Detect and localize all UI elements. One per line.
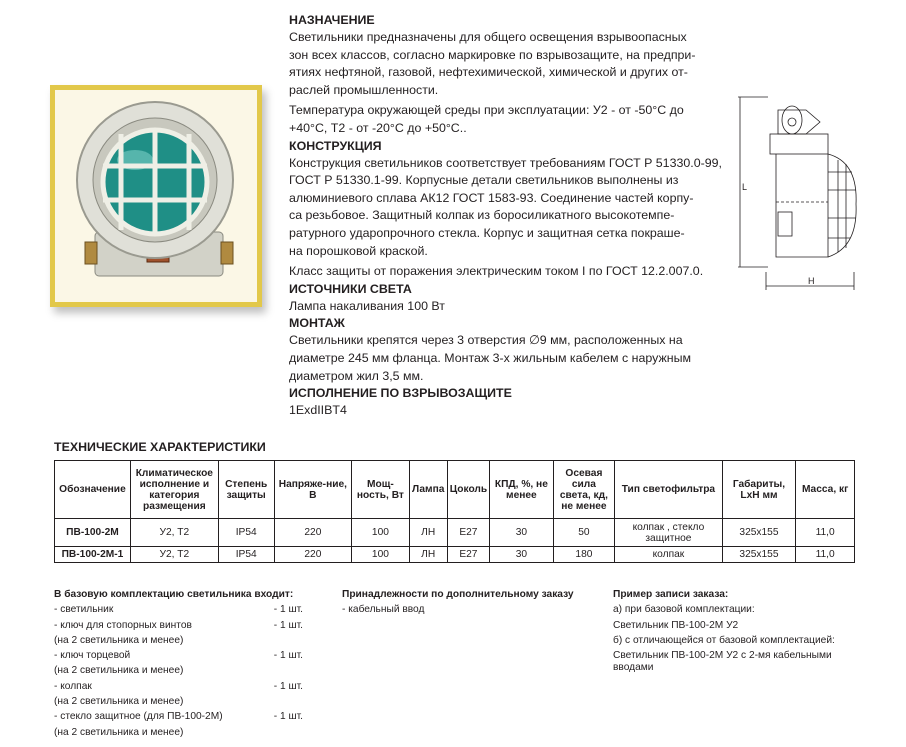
kit-item-qty (303, 663, 309, 678)
order-title: Пример записи заказа: (613, 589, 729, 600)
list-item (54, 602, 309, 617)
table-cell: колпак , стекло защитное (615, 519, 722, 547)
col-header: Масса, кг (796, 461, 855, 519)
purpose-heading: НАЗНАЧЕНИЕ (289, 13, 375, 27)
description (289, 12, 725, 420)
table-cell: ПВ-100-2М-1 (55, 547, 131, 563)
luminaire-illustration (55, 90, 257, 302)
base-kit (54, 587, 309, 740)
col-header: Лампа (409, 461, 447, 519)
kit-item-name: (на 2 светильника и менее) (54, 696, 184, 708)
col-header: Осевая сила света, кд, не менее (553, 461, 615, 519)
kit-item-name: - ключ торцевой (54, 650, 131, 662)
dim-l-label: Н (808, 276, 815, 286)
temp-line: Температура окружающей среды при эксплуатации: У2 - от -50°С до (289, 103, 684, 118)
kit-item-qty: - 1 шт. (273, 680, 303, 692)
design-line: на порошковой краской. (289, 243, 428, 258)
table-cell: IP54 (218, 519, 274, 547)
list-item (54, 694, 309, 709)
table-cell: ЛН (409, 519, 447, 547)
kit-item-name: - стекло защитное (для ПВ-100-2М) (54, 711, 223, 723)
dim-h-label: L (742, 182, 748, 192)
table-cell: 11,0 (796, 547, 855, 563)
temp-line: +40°С, Т2 - от -20°С до +50°С.. (289, 120, 467, 135)
kit-item-qty (303, 633, 309, 648)
kit-item-name: (на 2 светильника и менее) (54, 634, 184, 646)
table-cell: 220 (274, 547, 352, 563)
order-b-label: б) с отличающейся от базовой комплектацией: (613, 634, 835, 646)
table-cell: 100 (352, 519, 410, 547)
order-example (613, 587, 863, 673)
design-line: ГОСТ Р 51330.1-99. Корпусные детали светильников выполнены из (289, 173, 679, 188)
product-photo-frame (50, 85, 262, 307)
design-line: са резьбовое. Защитный колпак из боросиликатного высокотемпе- (289, 208, 675, 223)
col-header: Обозначение (55, 461, 131, 519)
design-heading: КОНСТРУКЦИЯ (289, 138, 382, 153)
purpose-line: раслей промышленности. (289, 82, 439, 97)
col-header: Степень защиты (218, 461, 274, 519)
list-item: - кабельный ввод (342, 604, 425, 616)
table-cell: 100 (352, 547, 410, 563)
table-cell: колпак (615, 547, 722, 563)
table-row (55, 519, 855, 547)
table-cell: 325х155 (722, 547, 796, 563)
list-item (54, 663, 309, 678)
table-cell: 50 (553, 519, 615, 547)
kit-item-qty: - 1 шт. (273, 619, 303, 631)
table-cell: У2, Т2 (130, 519, 218, 547)
col-header: Мощ-ность, Вт (352, 461, 410, 519)
accessories (342, 587, 574, 618)
kit-item-qty (303, 725, 309, 740)
list-item (54, 648, 309, 663)
mount-line: диаметром жил 3,5 мм. (289, 368, 424, 383)
table-cell: 220 (274, 519, 352, 547)
list-item (54, 679, 309, 694)
list-item (54, 709, 309, 724)
purpose-line: Светильники предназначены для общего освещения взрывоопасных (289, 30, 687, 44)
luminaire-side-view (738, 92, 866, 297)
col-header: Напряже-ние, В (274, 461, 352, 519)
kit-item-qty (303, 694, 309, 709)
table-cell: ПВ-100-2М (55, 519, 131, 547)
tech-title: ТЕХНИЧЕСКИЕ ХАРАКТЕРИСТИКИ (54, 440, 266, 454)
table-header-row (55, 461, 855, 519)
table-cell: 11,0 (796, 519, 855, 547)
accessories-title: Принадлежности по дополнительному заказу (342, 589, 574, 600)
design-line: Конструкция светильников соответствует требованиям ГОСТ Р 51330.0-99, (289, 155, 722, 170)
mount-heading: МОНТАЖ (289, 316, 345, 331)
table-cell: У2, Т2 (130, 547, 218, 563)
kit-item-qty: - 1 шт. (273, 650, 303, 662)
kit-item-name: (на 2 светильника и менее) (54, 726, 184, 738)
list-item (54, 618, 309, 633)
table-cell: 325х155 (722, 519, 796, 547)
table-cell: IP54 (218, 547, 274, 563)
design-line: алюминиевого сплава АК12 ГОСТ 1583-93. Соединение частей корпу- (289, 190, 694, 205)
sources-heading: ИСТОЧНИКИ СВЕТА (289, 281, 412, 296)
purpose-line: зон всех классов, согласно маркировке по взрывозащите, на предпри- (289, 47, 696, 62)
table-cell: 30 (490, 547, 553, 563)
order-a-example: Светильник ПВ-100-2М У2 (613, 619, 739, 631)
table-cell: ЛН (409, 547, 447, 563)
product-photo (50, 85, 262, 307)
explosion-heading: ИСПОЛНЕНИЕ ПО ВЗРЫВОЗАЩИТЕ (289, 386, 512, 401)
technical-drawing (738, 92, 866, 297)
table-cell: 30 (490, 519, 553, 547)
col-header: Климатическое исполнение и категория размещения (130, 461, 218, 519)
explosion-text: 1ExdIIBT4 (289, 403, 347, 418)
kit-item-qty: - 1 шт. (273, 604, 303, 616)
order-a-label: а) при базовой комплектации: (613, 604, 755, 616)
protection-class: Класс защиты от поражения электрическим током I по ГОСТ 12.2.007.0. (289, 264, 704, 279)
list-item (54, 725, 309, 740)
kit-item-name: - светильник (54, 604, 114, 616)
kit-item-name: - колпак (54, 680, 92, 692)
kit-item-name: (на 2 светильника и менее) (54, 665, 184, 677)
mount-line: Светильники крепятся через 3 отверстия ∅9 мм, расположенных на (289, 333, 683, 348)
spec-table (54, 460, 855, 563)
kit-title: В базовую комплектацию светильника входит: (54, 589, 294, 600)
kit-item-qty: - 1 шт. (273, 711, 303, 723)
col-header: Габариты, LxH мм (722, 461, 796, 519)
mount-line: диаметре 245 мм фланца. Монтаж 3-х жильным кабелем с наружным (289, 350, 692, 365)
table-cell: Е27 (447, 519, 489, 547)
order-b-example: Светильник ПВ-100-2М У2 с 2-мя кабельными вводами (613, 650, 832, 673)
table-cell: Е27 (447, 547, 489, 563)
col-header: Тип светофильтра (615, 461, 722, 519)
sources-text: Лампа накаливания 100 Вт (289, 298, 445, 313)
col-header: Цоколь (447, 461, 489, 519)
design-line: ратурного ударопрочного стекла. Корпус и защитная сетка покраше- (289, 225, 685, 240)
table-row (55, 547, 855, 563)
col-header: КПД, %, не менее (490, 461, 553, 519)
list-item (54, 633, 309, 648)
kit-item-name: - ключ для стопорных винтов (54, 619, 192, 631)
table-cell: 180 (553, 547, 615, 563)
purpose-line: ятиях нефтяной, газовой, нефтехимической, химической и других от- (289, 65, 688, 80)
